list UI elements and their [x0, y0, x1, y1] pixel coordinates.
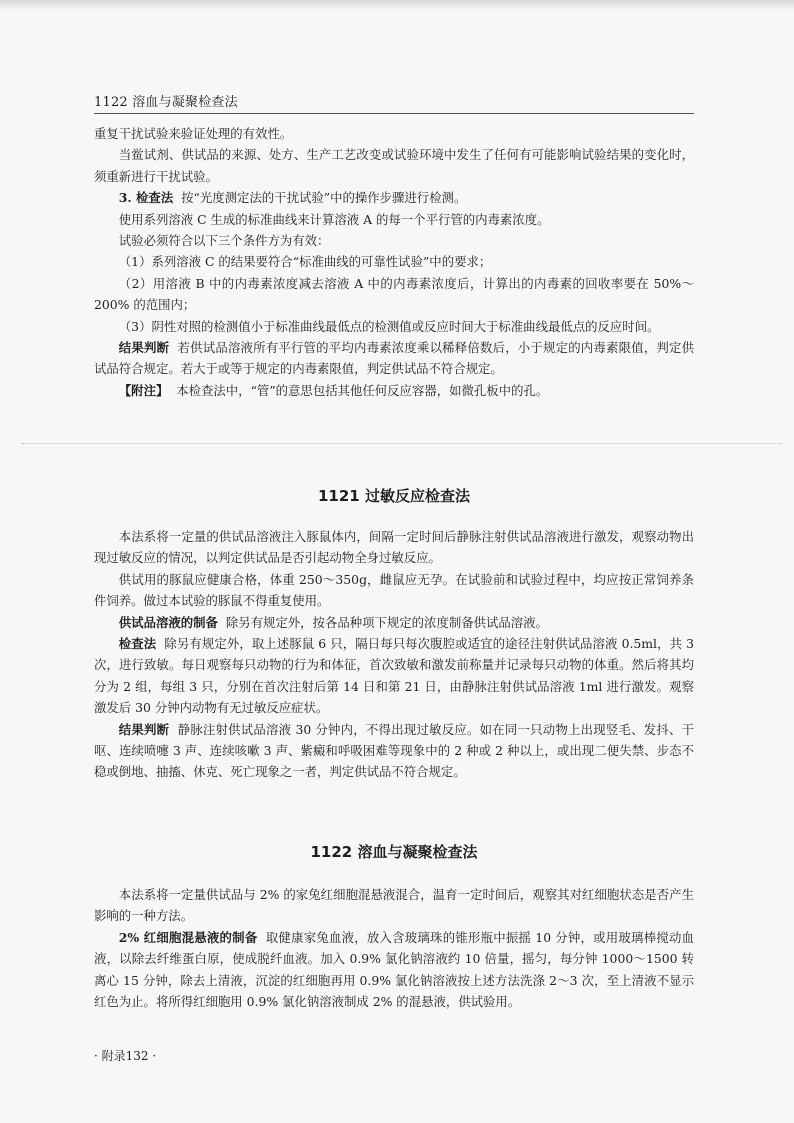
section-divider [22, 443, 782, 444]
paragraph: 重复干扰试验来验证处理的有效性。 [94, 126, 293, 141]
scan-edge [0, 0, 794, 10]
paragraph [94, 337, 694, 380]
paragraph: 当鲎试剂、供试品的来源、处方、生产工艺改变或试验环境中发生了任何有可能影响试验结果的变化时，须重新进行干扰试验。 [94, 147, 694, 184]
section-title-1121: 1121 过敏反应检查法 [318, 487, 470, 505]
paragraph [94, 719, 694, 783]
list-item: （2）用溶液 B 中的内毒素浓度减去溶液 A 中的内毒素浓度后，计算出的内毒素的回收率要在 50%～200% 的范围内； [94, 275, 694, 313]
running-header: 1122 溶血与凝聚检查法 [94, 95, 238, 110]
paragraph [94, 380, 694, 401]
section-title-1122: 1122 溶血与凝聚检查法 [310, 843, 478, 861]
paragraph-label: 检查法 [118, 636, 157, 652]
paragraph-text: 本检查法中，“管”的意思包括其他任何反应容器，如微孔板中的孔。 [176, 382, 549, 398]
section-continuation [94, 123, 694, 401]
paragraph-label: 2% 红细胞混悬液的制备 [118, 929, 258, 945]
paragraph: 本法系将一定量的供试品溶液注入豚鼠体内，间隔一定时间后静脉注射供试品溶液进行激发，观察动物出现过敏反应的情况，以判定供试品是否引起动物全身过敏反应。 [94, 529, 694, 566]
paragraph-text: 除另有规定外，取上述豚鼠 6 只，隔日每只每次腹腔或适宜的途径注射供试品溶液 0.5ml，共 3 次，进行致敏。每日观察每只动物的行为和体征，首次致敏和激发前称量并记录每只动物的体重。然后将其均分为 2 组，每组 3 只，分别在首次注射后第 14 日和第 21 日，由静脉注射供试品溶液 1ml 进行激发。观察激发后 30 分钟内动物有无过敏反应症状。 [94, 636, 694, 716]
section-1122 [94, 884, 694, 1012]
list-item: （1）系列溶液 C 的结果要符合“标准曲线的可靠性试验”中的要求； [118, 254, 492, 270]
paragraph-text: 静脉注射供试品溶液 30 分钟内，不得出现过敏反应。如在同一只动物上出现竖毛、发抖、干呕、连续喷嚏 3 声、连续咳嗽 3 声、紫癜和呼吸困难等现象中的 2 种或 2 种以上，或出现二便失禁、步态不稳或倒地、抽搐、休克、死亡现象之一者，判定供试品不符合规定。 [94, 721, 694, 780]
paragraph-text: 若供试品溶液所有平行管的平均内毒素浓度乘以稀释倍数后，小于规定的内毒素限值，判定供试品符合规定。若大于或等于规定的内毒素限值，判定供试品不符合规定。 [94, 340, 695, 377]
paragraph-text: 除另有规定外，按各品种项下规定的浓度制备供试品溶液。 [225, 614, 548, 630]
paragraph: 试验必须符合以下三个条件方为有效： [118, 233, 330, 249]
paragraph-label: 供试品溶液的制备 [118, 614, 218, 630]
paragraph: 供试用的豚鼠应健康合格，体重 250～350g，雌鼠应无孕。在试验前和试验过程中，均应按正常饲养条件饲养。做过本试验的豚鼠不得重复使用。 [94, 571, 694, 609]
paragraph-text: 按“光度测定法的干扰试验”中的操作步骤进行检测。 [181, 190, 467, 206]
header-rule [94, 113, 694, 114]
section-1121 [94, 526, 694, 783]
paragraph [94, 187, 694, 208]
paragraph [94, 927, 694, 1013]
paragraph: 本法系将一定量供试品与 2% 的家兔红细胞混悬液混合，温育一定时间后，观察其对红细胞状态是否产生影响的一种方法。 [94, 887, 694, 924]
paragraph-label: 【附注】 [118, 382, 169, 398]
paragraph: 使用系列溶液 C 生成的标准曲线来计算溶液 A 的每一个平行管的内毒素浓度。 [118, 211, 550, 227]
paragraph-label: 结果判断 [118, 340, 170, 356]
paragraph-text: 取健康家兔血液，放入含玻璃珠的锥形瓶中振摇 10 分钟，或用玻璃棒搅动血液，以除去纤维蛋白原，使成脱纤血液。加入 0.9% 氯化钠溶液约 10 倍量，摇匀，每分钟 1000～1500 转离心 15 分钟，除去上清液，沉淀的红细胞再用 0.9% 氯化钠溶液按上述方法洗涤 2～3 次，至上清液不显示红色为止。将所得红细胞用 0.9% 氯化钠溶液制成 2% 的混悬液，供试验用。 [94, 929, 694, 1010]
page-number: · 附录132 · [94, 1049, 157, 1063]
paragraph-label: 3. 检查法 [118, 190, 174, 206]
paragraph [94, 612, 694, 633]
paragraph-label: 结果判断 [118, 721, 170, 737]
paragraph [94, 633, 694, 719]
list-item: （3）阴性对照的检测值小于标准曲线最低点的检测值或反应时间大于标准曲线最低点的反应时间。 [118, 318, 660, 334]
